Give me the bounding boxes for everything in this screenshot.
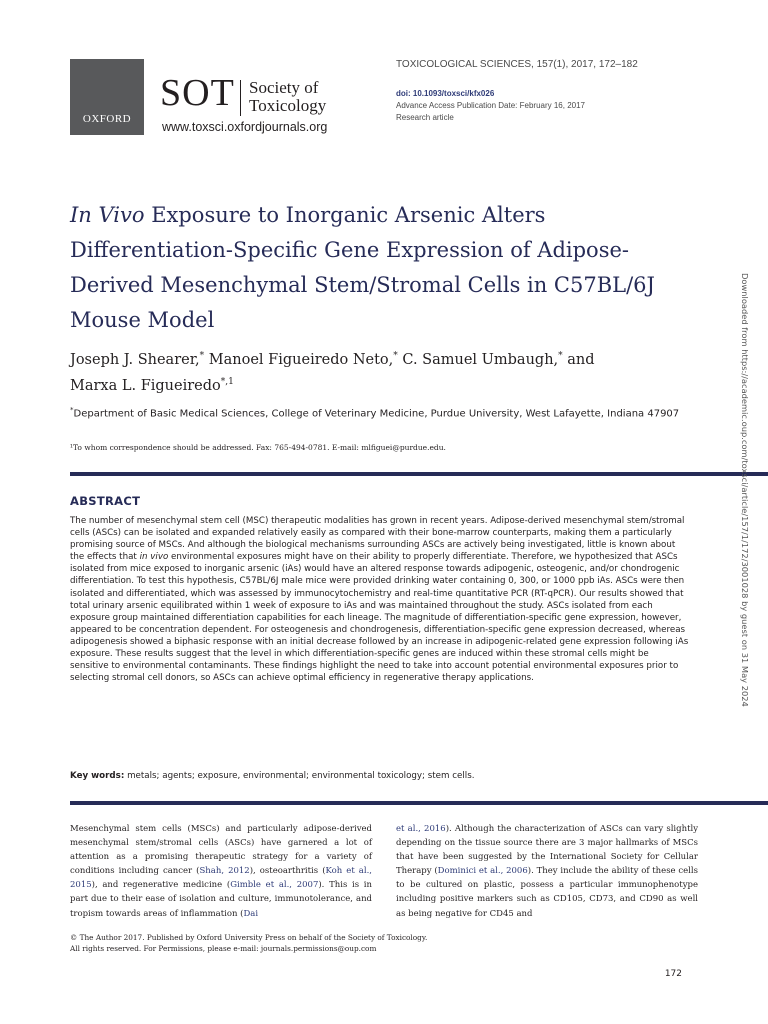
- copyright-notice: [70, 932, 570, 954]
- permissions-line: All rights reserved. For Permissions, please e-mail: journals.permissions@oup.com: [70, 944, 377, 953]
- article-title: [70, 198, 690, 338]
- title-italic: In Vivo: [70, 203, 145, 227]
- body-text: ). This is in part due to their ease of isolation and culture, immunotolerance, and tropism towards areas of inflammation (: [70, 880, 372, 919]
- abstract-heading: ABSTRACT: [70, 494, 141, 508]
- correspondence-note: ¹To whom correspondence should be addressed. Fax: 765-494-0781. E-mail: mlfiguei@purdue.edu.: [70, 443, 446, 452]
- doi-link[interactable]: doi: 10.1093/toxsci/kfx026: [396, 89, 495, 98]
- title-text: Exposure to Inorganic Arsenic Alters Differentiation-Specific Gene Expression of Adipose-Derived Mesenchymal Stem/Stromal Cells in C57BL/6J Mouse Model: [70, 203, 655, 332]
- abstract-bottom-rule: [70, 801, 768, 805]
- abstract-text: [70, 515, 690, 684]
- affiliation-mark: *,1: [220, 376, 234, 387]
- author-name: C. Samuel Umbaugh,: [397, 351, 559, 368]
- affiliation-mark: *: [393, 351, 398, 361]
- citation-link[interactable]: et al., 2016: [396, 824, 446, 834]
- author-list: [70, 345, 680, 397]
- body-text: ). They include the ability of these cells to be cultured on plastic, possess a particular immunophenotype including positive markers such as CD105, CD73, and CD90 as well as being negative for CD45 and: [396, 866, 698, 919]
- author-name: Marxa L. Figueiredo: [70, 377, 221, 394]
- body-text: ), and regenerative medicine (: [91, 880, 231, 891]
- author-name: Manoel Figueiredo Neto,: [204, 351, 394, 368]
- abstract-top-rule: [70, 472, 768, 476]
- affiliation-mark: *: [70, 406, 74, 414]
- society-url[interactable]: www.toxsci.oxfordjournals.org: [162, 120, 328, 134]
- citation-link[interactable]: Shah, 2012: [199, 866, 250, 877]
- author-name: Joseph J. Shearer,: [70, 351, 200, 368]
- oxford-logo: [70, 59, 144, 135]
- body-text: ), osteoarthritis (: [249, 866, 326, 877]
- keywords-text: metals; agents; exposure, environmental; environmental toxicology; stem cells.: [124, 771, 475, 781]
- keywords: [70, 771, 690, 781]
- affiliation: [70, 402, 680, 422]
- journal-reference: TOXICOLOGICAL SCIENCES, 157(1), 2017, 172–182: [396, 59, 638, 70]
- citation-link[interactable]: Dai: [243, 908, 259, 919]
- citation-link[interactable]: Gimble et al., 2007: [230, 880, 319, 891]
- abstract-part: environmental exposures might have on their ability to properly differentiate. Therefore, we hypothesized that ASCs isolated from mice exposed to inorganic arsenic (iAs) would have an altered response towards adipogenic, osteogenic, and/or chondrogenic differentiation. To test this hypothesis, C57BL/6J male mice were provided drinking water containing 0, 300, or 1000 ppb iAs. ASCs were then isolated and differentiated, which was assessed by immunocytochemistry and real-time quantitative PCR (RT-qPCR). Our results showed that total urinary arsenic equilibrated within 1 week of exposure to iAs and was maintained throughout the study. ASCs isolated from each exposure group maintained differentiation capabilities for each lineage. The magnitude of differentiation-specific gene expression, however, appeared to be concentration dependent. For osteogenesis and chondrogenesis, differentiation-specific gene expression decreased, whereas adipogenesis showed a biphasic response with an initial decrease followed by an increase in adipogenic-related gene expression following iAs exposure. These results suggest that the level in which differentiation-specific genes are induced within these stromal cells might be sensitive to environmental contaminants. These findings highlight the need to take into account potential environmental exposures prior to selecting stromal cell donors, so ASCs can achieve optimal efficiency in regenerative therapy applications.: [70, 552, 689, 684]
- body-column-left: [70, 822, 372, 921]
- article-type: Research article: [396, 113, 454, 122]
- body-column-right: [396, 822, 698, 921]
- citation-link[interactable]: Dominici et al., 2006: [437, 866, 528, 877]
- copyright-line: © The Author 2017. Published by Oxford University Press on behalf of the Society of Toxicology.: [70, 933, 428, 942]
- logo-divider: [240, 80, 241, 116]
- page-number: 172: [664, 969, 682, 979]
- affiliation-mark: *: [558, 351, 563, 361]
- oxford-logo-text: OXFORD: [82, 113, 132, 125]
- affiliation-mark: *: [199, 351, 205, 361]
- download-watermark: Downloaded from https://academic.oup.com/toxsci/article/157/1/172/3001028 by guest on 31 May 2024: [740, 273, 750, 707]
- citation-link[interactable]: Koh et al., 2015: [70, 866, 372, 891]
- society-name-line2: Toxicology: [249, 96, 327, 115]
- society-name: [249, 79, 326, 115]
- body-text: Mesenchymal stem cells (MSCs) and particularly adipose-derived mesenchymal stem/stromal cells (ASCs) have garnered a lot of attention as a promising therapeutic strategy for a variety of conditions including cancer (: [70, 824, 372, 877]
- abstract-italic: in vivo: [139, 552, 169, 563]
- sot-logo-mark: SOT: [160, 72, 235, 114]
- affiliation-text: Department of Basic Medical Sciences, College of Veterinary Medicine, Purdue University, West Lafayette, Indiana 47907: [73, 408, 680, 420]
- society-name-line1: Society of: [249, 78, 319, 97]
- abstract-part: The number of mesenchymal stem cell (MSC) therapeutic modalities has grown in recent years. Adipose-derived mesenchymal stem/stromal cells (ASCs) can be isolated and expanded relatively easily as compared with their bone-marrow counterparts, making them a particularly promising source of MSCs. And although the biological mechanisms surrounding ASCs are actively being investigated, little is known about the effects that: [70, 516, 685, 563]
- author-conjunction: and: [562, 351, 595, 368]
- keywords-label: Key words:: [70, 771, 125, 781]
- publication-date: Advance Access Publication Date: February 16, 2017: [396, 101, 585, 110]
- body-text: ). Although the characterization of ASCs can vary slightly depending on the tissue source there are 3 major hallmarks of MSCs that have been suggested by the International Society for Cellular Therapy (: [396, 824, 699, 877]
